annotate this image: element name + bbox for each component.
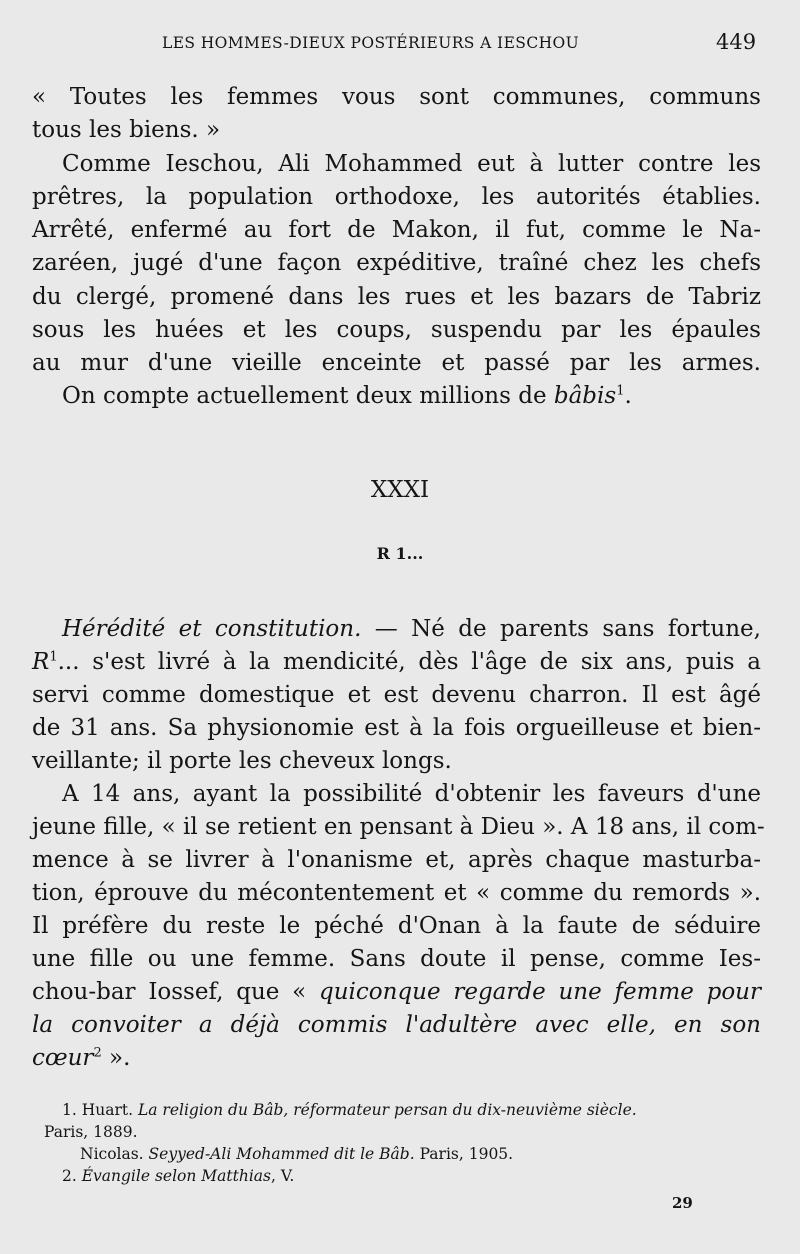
text-line	[32, 646, 761, 679]
text-line: sous les huées et les coups, suspendu par les épaules	[32, 317, 761, 343]
text-line: au mur d'une vieille enceinte et passé par les armes.	[32, 350, 761, 376]
text-run: — Né de parents sans fortune,	[361, 616, 761, 642]
chapter-subtitle: R 1...	[376, 544, 424, 563]
quotation: quiconque regarde une femme pour	[319, 979, 761, 1005]
footnote-2	[62, 1165, 294, 1187]
footnote-text: Paris, 1905.	[414, 1145, 514, 1163]
footnote-1	[62, 1099, 637, 1121]
footnote-ref: 1	[616, 383, 625, 399]
text-line: zaréen, jugé d'une façon expéditive, traîné chez les chefs	[32, 250, 761, 276]
text-line: servi comme domestique et est devenu charron. Il est âgé	[32, 682, 761, 708]
footnote-ref: 2	[93, 1045, 102, 1061]
footnote-1-cont: Paris, 1889.	[44, 1123, 138, 1141]
text-line: de 31 ans. Sa physionomie est à la fois orgueilleuse et bien-	[32, 715, 761, 741]
text-line: mence à se livrer à l'onanisme et, après chaque masturba-	[32, 847, 761, 873]
footnote-title: La religion du Bâb, réformateur persan du dix-neuvième siècle.	[137, 1101, 637, 1119]
text-line: A 14 ans, ayant la possibilité d'obtenir les faveurs d'une	[62, 781, 761, 807]
text-line	[32, 976, 761, 1009]
page-number: 449	[716, 30, 757, 54]
text-line: du clergé, promené dans les rues et les bazars de Tabriz	[32, 284, 761, 310]
text-line: tous les biens. »	[32, 117, 221, 143]
text-line: Arrêté, enfermé au fort de Makon, il fut, comme le Na-	[32, 217, 761, 243]
text-line: Il préfère du reste le péché d'Onan à la faute de séduire	[32, 913, 761, 939]
footnote-title: Seyyed-Ali Mohammed dit le Bâb.	[148, 1145, 415, 1163]
text-line: jeune fille, « il se retient en pensant à Dieu ». A 18 ans, il com-	[32, 814, 765, 840]
footnote-text: , V.	[270, 1167, 295, 1185]
text-line: « Toutes les femmes vous sont communes, communs	[32, 84, 761, 110]
text-run: ... s'est livré à la mendicité, dès l'âge de six ans, puis a	[57, 649, 761, 675]
text-run: ».	[101, 1045, 131, 1071]
text-line: Comme Ieschou, Ali Mohammed eut à lutter contre les	[62, 151, 761, 177]
text-line: prêtres, la population orthodoxe, les autorités établies.	[32, 184, 761, 210]
quotation: cœur	[32, 1045, 94, 1071]
footnote-1-line3	[80, 1143, 513, 1165]
chapter-number: XXXI	[370, 477, 430, 503]
text-line	[62, 380, 761, 413]
footnote-number: 2.	[62, 1167, 82, 1185]
patient-initial: R	[32, 649, 50, 675]
text-run: chou-bar Iossef, que «	[32, 979, 319, 1005]
text-run: On compte actuellement deux millions de	[62, 383, 554, 409]
section-heading: Hérédité et constitution.	[62, 616, 362, 642]
footnote-ref: 1	[49, 649, 58, 665]
quotation-line: la convoiter a déjà commis l'adultère avec elle, en son	[32, 1012, 761, 1038]
running-title: LES HOMMES-DIEUX POSTÉRIEURS A IESCHOU	[162, 34, 580, 52]
text-line	[62, 613, 761, 646]
text-line: veillante; il porte les cheveux longs.	[32, 748, 452, 774]
footnote-author: Nicolas.	[80, 1145, 149, 1163]
footnote-title: Évangile selon Matthias	[81, 1167, 271, 1185]
signature-mark: 29	[672, 1194, 693, 1212]
italic-term: bâbis	[553, 383, 617, 409]
text-line: une fille ou une femme. Sans doute il pense, comme Ies-	[32, 946, 761, 972]
text-line: tion, éprouve du mécontentement et « comme du remords ».	[32, 880, 761, 906]
text-run: .	[624, 383, 632, 409]
footnote-number: 1. Huart.	[62, 1101, 138, 1119]
text-line	[32, 1042, 761, 1075]
